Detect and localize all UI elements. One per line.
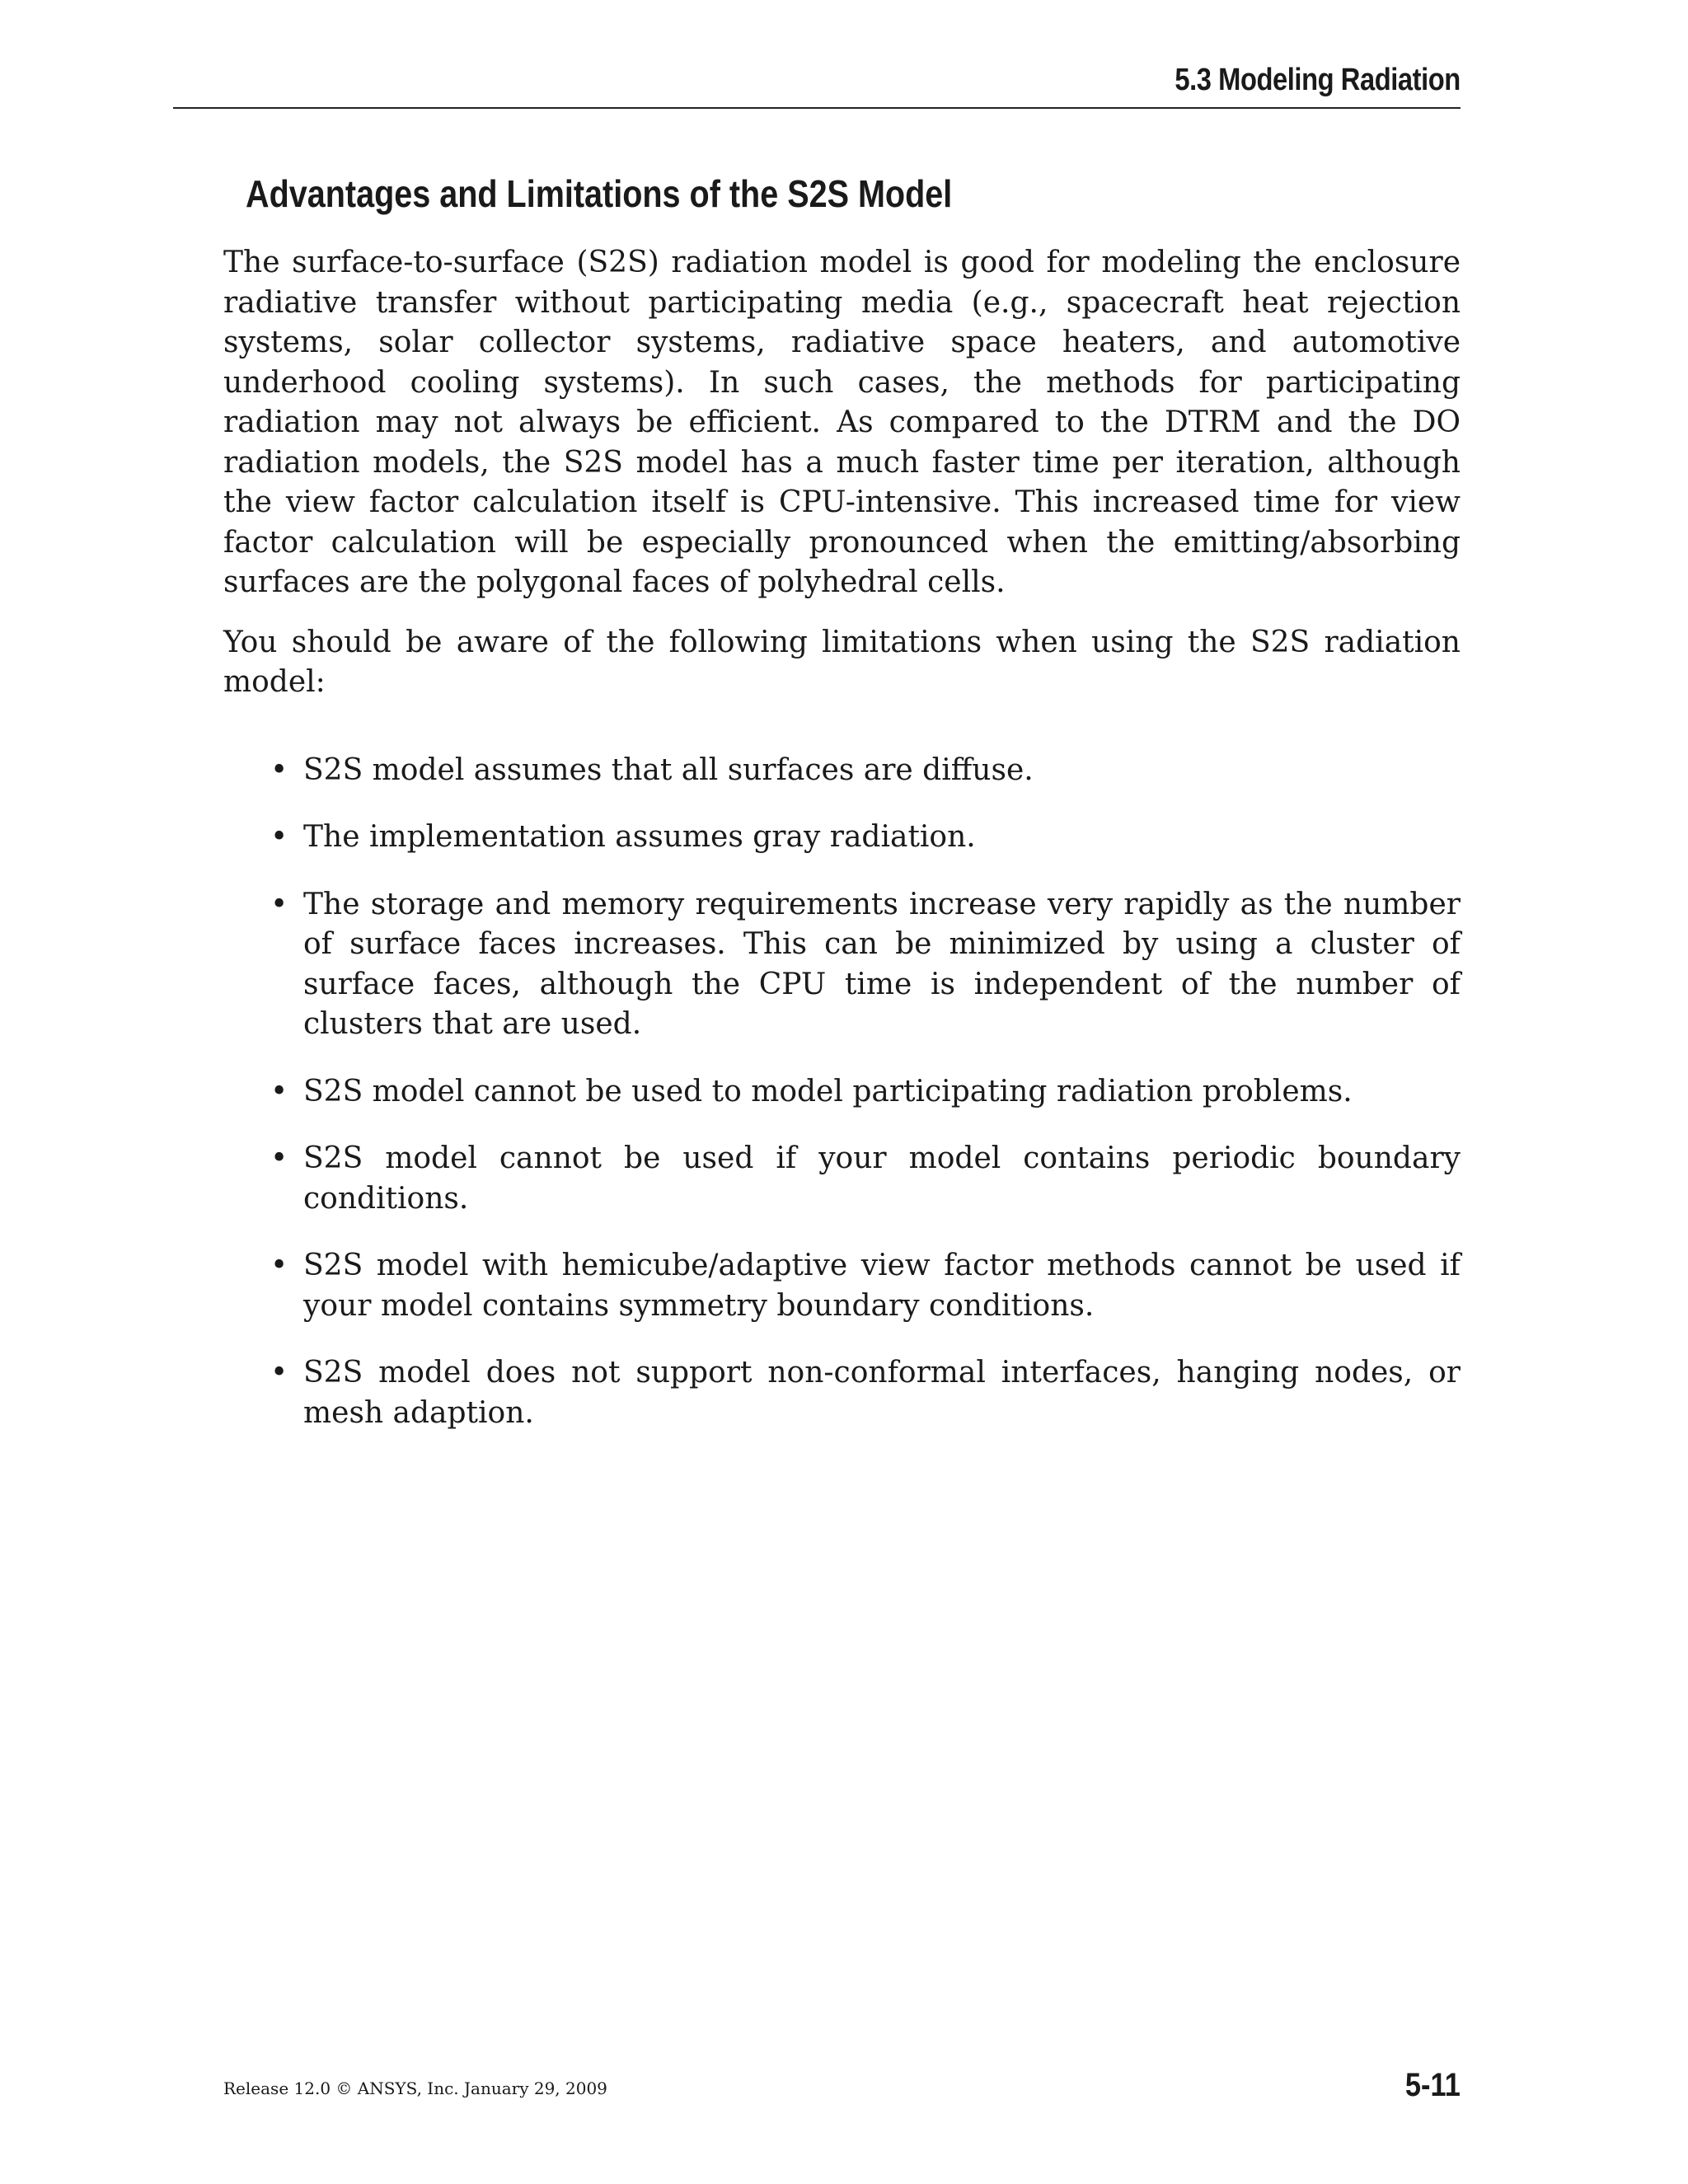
running-header-title: 5.3 Modeling Radiation bbox=[1175, 63, 1461, 97]
bullet-icon: • bbox=[270, 1141, 288, 1175]
list-item-text: The storage and memory requirements increase very rapidly as the number of surface faces increases. This can be minimized by using a cluster of surface faces, although the CPU time is independent of the number of clusters that are used. bbox=[303, 887, 1461, 1041]
bullet-icon: • bbox=[270, 1356, 288, 1390]
list-item bbox=[223, 1139, 1461, 1219]
footer-release-info: Release 12.0 © ANSYS, Inc. January 29, 2009 bbox=[223, 2079, 607, 2098]
bullet-icon: • bbox=[270, 1249, 288, 1282]
bullet-icon: • bbox=[270, 752, 288, 787]
list-item-text: S2S model does not support non-conformal interfaces, hanging nodes, or mesh adaption. bbox=[303, 1356, 1461, 1430]
list-item bbox=[223, 818, 1461, 858]
list-item-text: The implementation assumes gray radiation. bbox=[303, 820, 976, 854]
list-item-text: S2S model cannot be used if your model contains periodic boundary conditions. bbox=[303, 1141, 1461, 1216]
list-item-text: S2S model assumes that all surfaces are diffuse. bbox=[303, 752, 1034, 787]
list-item bbox=[223, 885, 1461, 1045]
limitations-list bbox=[223, 751, 1461, 1434]
list-item bbox=[223, 751, 1461, 791]
limitations-intro-paragraph: You should be aware of the following limitations when using the S2S radiation model: bbox=[223, 625, 1461, 699]
list-item-text: S2S model cannot be used to model participating radiation problems. bbox=[303, 1074, 1353, 1108]
bullet-icon: • bbox=[270, 887, 288, 921]
list-item-text: S2S model with hemicube/adaptive view factor methods cannot be used if your model contains symmetry boundary conditions. bbox=[303, 1249, 1461, 1323]
list-item bbox=[223, 1072, 1461, 1113]
intro-paragraph: The surface-to-surface (S2S) radiation model is good for modeling the enclosure radiative transfer without participating media (e.g., spacecraft heat rejection systems, solar collector systems, radiative space heaters, and automotive underhood cooling systems). In such cases, the methods for participating radiation may not always be efficient. As compared to the DTRM and the DO radiation models, the S2S model has a much faster time per iteration, although the view factor calculation itself is CPU-intensive. This increased time for view factor calculation will be especially pronounced when the emitting/absorbing surfaces are the polygonal faces of polyhedral cells. bbox=[223, 246, 1461, 599]
list-item bbox=[223, 1246, 1461, 1326]
footer-page-number: 5-11 bbox=[1405, 2067, 1461, 2103]
section-heading: Advantages and Limitations of the S2S Model bbox=[246, 172, 953, 215]
bullet-icon: • bbox=[270, 1074, 288, 1108]
list-item bbox=[223, 1353, 1461, 1433]
page-content bbox=[223, 243, 1461, 1460]
bullet-icon: • bbox=[270, 820, 288, 854]
running-header bbox=[173, 56, 1461, 109]
